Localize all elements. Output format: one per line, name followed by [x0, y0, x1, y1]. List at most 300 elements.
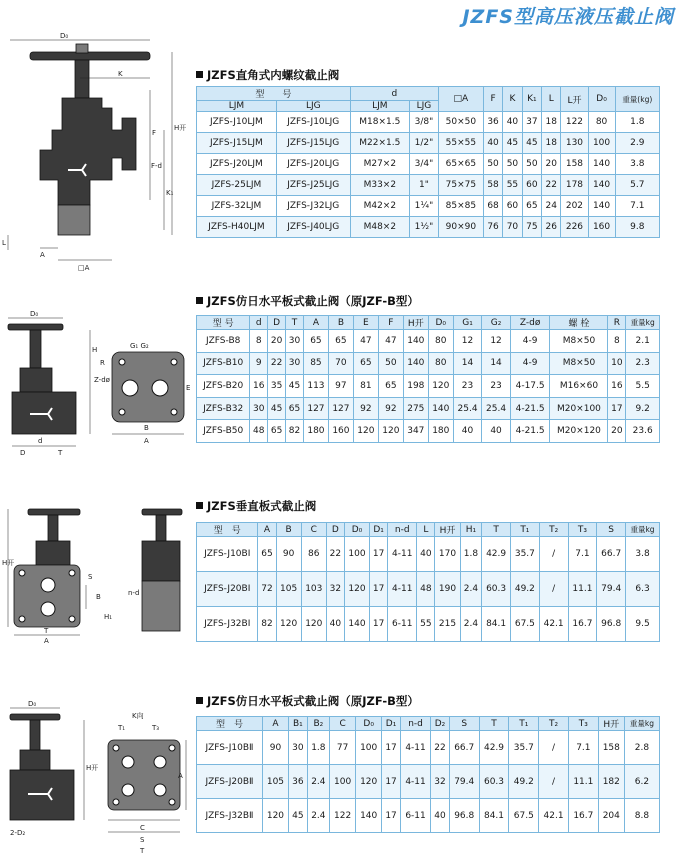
column-header: T — [482, 523, 511, 537]
table-cell: 47 — [353, 330, 378, 353]
table-cell: M8×50 — [550, 330, 608, 353]
table-cell: 6-11 — [388, 607, 417, 642]
table-cell: 49.2 — [509, 765, 539, 799]
table-cell: 105 — [262, 765, 288, 799]
table-horizontal-plate-valve — [196, 315, 660, 443]
header-model: 型 号 — [197, 87, 351, 101]
table-cell: 4-11 — [400, 765, 430, 799]
table-cell: 40 — [326, 607, 344, 642]
table-cell: 16 — [608, 375, 626, 398]
table-cell: 36 — [289, 765, 308, 799]
table-row — [197, 375, 660, 398]
header-d-ljm: LJM — [350, 101, 409, 112]
column-header: D₀ — [344, 523, 369, 537]
table-cell: 17 — [382, 731, 401, 765]
table-cell: 160 — [328, 420, 353, 443]
label-d2: 2-D₂ — [10, 829, 26, 837]
table-cell: 4-21.5 — [510, 397, 550, 420]
column-header: d — [250, 316, 268, 330]
table-cell: 6-11 — [400, 799, 430, 833]
table-cell: 3.8 — [615, 154, 659, 175]
column-header: T — [479, 717, 509, 731]
section1-title: JZFS直角式内螺纹截止阀 — [196, 67, 339, 83]
table-cell: 67.5 — [509, 799, 539, 833]
table-cell: 55 — [417, 607, 435, 642]
table-cell: JZFS-B10 — [197, 352, 250, 375]
column-header: B₁ — [289, 717, 308, 731]
label-r: R — [100, 359, 105, 367]
table-cell: 40 — [431, 799, 450, 833]
table-cell: 2.1 — [626, 330, 660, 353]
table-cell: JZFS-J32LJG — [276, 196, 350, 217]
label-g1g2: G₁ G₂ — [130, 342, 149, 350]
label-hk: H开 — [86, 764, 99, 772]
table-cell: 32 — [326, 572, 344, 607]
table-cell: 77 — [330, 731, 356, 765]
column-header: Z-dø — [510, 316, 550, 330]
header-k: K — [503, 87, 522, 112]
header-f: F — [483, 87, 502, 112]
table-cell: 182 — [598, 765, 624, 799]
table-cell: 17 — [382, 765, 401, 799]
column-header: C — [301, 523, 326, 537]
table-cell: 16.7 — [568, 799, 598, 833]
table-cell: 7.1 — [568, 731, 598, 765]
table-cell: 45 — [289, 799, 308, 833]
section4-title: JZFS仿日水平板式截止阀（原JZF-B型） — [196, 693, 419, 709]
table-cell: 18 — [542, 112, 561, 133]
table-cell: 1¼" — [409, 196, 438, 217]
table-cell: JZFS-J15LJG — [276, 133, 350, 154]
table-cell: 82 — [258, 607, 276, 642]
label-k: K — [118, 70, 123, 78]
table-horizontal-plate-valve-b2 — [196, 716, 660, 833]
table-cell: 60 — [522, 175, 541, 196]
section3-title: JZFS垂直板式截止阀 — [196, 498, 316, 514]
table-cell: 122 — [561, 112, 588, 133]
table-cell: 120 — [301, 607, 326, 642]
table-cell: / — [539, 731, 569, 765]
table-cell: JZFS-B32 — [197, 397, 250, 420]
column-header: 型 号 — [197, 717, 263, 731]
table-cell: 82 — [286, 420, 304, 443]
table-cell: 96.8 — [449, 799, 479, 833]
column-header: A — [262, 717, 288, 731]
table-cell: 140 — [356, 799, 382, 833]
label-t: T — [58, 449, 63, 457]
table-cell: 60.3 — [482, 572, 511, 607]
column-header: D₂ — [431, 717, 450, 731]
table-cell: 50 — [483, 154, 502, 175]
column-header: D — [268, 316, 286, 330]
label-t: T — [140, 847, 145, 855]
hand-wheel-icon — [8, 324, 63, 330]
table-cell: 22 — [542, 175, 561, 196]
table-cell: / — [539, 572, 568, 607]
table-cell: 140 — [403, 352, 428, 375]
table-cell: 120 — [353, 420, 378, 443]
table-row — [197, 133, 660, 154]
table-row — [197, 352, 660, 375]
label-h1: H₁ — [104, 613, 113, 621]
column-header: R — [608, 316, 626, 330]
table-cell: 4-9 — [510, 330, 550, 353]
table-cell: 81 — [353, 375, 378, 398]
table-cell: JZFS-J25LJG — [276, 175, 350, 196]
table-cell: M42×2 — [350, 196, 409, 217]
table-cell: 140 — [403, 330, 428, 353]
table-cell: 140 — [588, 196, 615, 217]
hand-wheel-icon — [30, 44, 150, 60]
table-cell: JZFS-32LJM — [197, 196, 277, 217]
table-cell: 2.8 — [624, 731, 659, 765]
page-title: JZFS型高压液压截止阀 — [462, 6, 674, 28]
label-t3: T₃ — [152, 724, 160, 732]
table-cell: M16×60 — [550, 375, 608, 398]
table-row — [197, 572, 660, 607]
table-cell: 100 — [344, 537, 369, 572]
table-cell: 1.8 — [460, 537, 482, 572]
table-cell: 25.4 — [482, 397, 511, 420]
label-zd: Z-dø — [94, 376, 110, 384]
column-header: D₀ — [428, 316, 453, 330]
table-cell: 4-11 — [400, 731, 430, 765]
table-cell: 226 — [561, 217, 588, 238]
table-right-angle-valve — [196, 86, 660, 238]
table-cell: 100 — [330, 765, 356, 799]
column-header: B — [328, 316, 353, 330]
table-row — [197, 731, 660, 765]
table-cell: 70 — [328, 352, 353, 375]
label-b: B — [144, 424, 149, 432]
table-cell: 158 — [598, 731, 624, 765]
table-cell: 113 — [303, 375, 328, 398]
column-header: H₁ — [460, 523, 482, 537]
table-cell: M20×100 — [550, 397, 608, 420]
table-cell: 105 — [276, 572, 301, 607]
label-h: H — [92, 346, 98, 354]
column-header: n-d — [400, 717, 430, 731]
label-fd: F-d — [151, 162, 162, 170]
table-cell: 16.7 — [568, 607, 597, 642]
column-header: S — [597, 523, 626, 537]
table-cell: 100 — [356, 731, 382, 765]
column-header: 重量kg — [626, 523, 660, 537]
column-header: H开 — [598, 717, 624, 731]
table-cell: 42.1 — [539, 799, 569, 833]
table-cell: 140 — [344, 607, 369, 642]
table-cell: / — [539, 765, 569, 799]
table-cell: 122 — [330, 799, 356, 833]
table-cell: 50 — [503, 154, 522, 175]
table-cell: 20 — [268, 330, 286, 353]
table-cell: JZFS-B8 — [197, 330, 250, 353]
table-cell: 127 — [303, 397, 328, 420]
header-d-ljg: LJG — [409, 101, 438, 112]
label-f: F — [152, 129, 157, 137]
table-cell: 23.6 — [626, 420, 660, 443]
table-cell: 178 — [561, 175, 588, 196]
hand-wheel-icon — [28, 509, 80, 515]
table-cell: 65 — [258, 537, 276, 572]
table-cell: 76 — [483, 217, 502, 238]
table-cell: 17 — [608, 397, 626, 420]
column-header: D₁ — [370, 523, 388, 537]
table-cell: 1" — [409, 175, 438, 196]
table-cell: 100 — [588, 133, 615, 154]
table-cell: 30 — [286, 352, 304, 375]
table-cell: 23 — [482, 375, 511, 398]
table-cell: 190 — [435, 572, 460, 607]
table-cell: 37 — [522, 112, 541, 133]
table-cell: 22 — [326, 537, 344, 572]
column-header: T₃ — [568, 523, 597, 537]
table-body — [197, 731, 660, 833]
table-cell: 35.7 — [509, 731, 539, 765]
label-d0: D₀ — [60, 32, 69, 40]
table-row — [197, 112, 660, 133]
table-cell: 66.7 — [597, 537, 626, 572]
table-cell: 3/4" — [409, 154, 438, 175]
table-cell: 45 — [503, 133, 522, 154]
table-cell: 170 — [435, 537, 460, 572]
table-cell: 65 — [268, 420, 286, 443]
table-cell: 36 — [483, 112, 502, 133]
label-e: E — [186, 384, 190, 392]
table-cell: 45 — [268, 397, 286, 420]
table-cell: 65×65 — [438, 154, 483, 175]
table-cell: 68 — [483, 196, 502, 217]
table-cell: 65 — [353, 352, 378, 375]
column-header: T — [286, 316, 304, 330]
table-row — [197, 420, 660, 443]
table-cell: JZFS-J32BI — [197, 607, 258, 642]
label-b: B — [96, 593, 101, 601]
label-t: T — [44, 627, 49, 635]
table-row — [197, 537, 660, 572]
table-cell: 65 — [328, 330, 353, 353]
table-cell: M8×50 — [550, 352, 608, 375]
table-cell: 32 — [431, 765, 450, 799]
table-cell: 16 — [250, 375, 268, 398]
table-cell: M22×1.5 — [350, 133, 409, 154]
table-cell: 90 — [262, 731, 288, 765]
table-cell: 17 — [370, 607, 388, 642]
table-cell: 47 — [378, 330, 403, 353]
table-cell: 45 — [522, 133, 541, 154]
table-cell: 18 — [542, 133, 561, 154]
column-header: 重量kg — [626, 316, 660, 330]
table-cell: 70 — [503, 217, 522, 238]
table-cell: 90×90 — [438, 217, 483, 238]
column-header: G₁ — [453, 316, 482, 330]
table-cell: 2.4 — [307, 799, 329, 833]
column-header: D₁ — [382, 717, 401, 731]
table-cell: 50 — [378, 352, 403, 375]
table-cell: 42.9 — [482, 537, 511, 572]
table-cell: 8 — [250, 330, 268, 353]
table-cell: 8.8 — [624, 799, 659, 833]
column-header: 型 号 — [197, 316, 250, 330]
table-cell: 65 — [522, 196, 541, 217]
table-cell: 4-11 — [388, 537, 417, 572]
label-a: □A — [78, 264, 90, 272]
column-header: H开 — [435, 523, 460, 537]
table-cell: 72 — [258, 572, 276, 607]
table-cell: 11.1 — [568, 572, 597, 607]
table-cell: 22 — [431, 731, 450, 765]
table-cell: 23 — [453, 375, 482, 398]
valve-drawing-right-angle — [0, 30, 190, 275]
table-cell: 158 — [561, 154, 588, 175]
table-cell: 55×55 — [438, 133, 483, 154]
table-cell: 120 — [276, 607, 301, 642]
table-cell: 40 — [417, 537, 435, 572]
label-s: S — [88, 573, 93, 581]
table-cell: 17 — [382, 799, 401, 833]
table-cell: 5.5 — [626, 375, 660, 398]
table-cell: 86 — [301, 537, 326, 572]
header-a: □A — [438, 87, 483, 112]
table-cell: 14 — [453, 352, 482, 375]
table-cell: 96.8 — [597, 607, 626, 642]
table-cell: 5.7 — [615, 175, 659, 196]
table-cell: 20 — [542, 154, 561, 175]
table-cell: 7.1 — [615, 196, 659, 217]
table-cell: 180 — [303, 420, 328, 443]
table-row — [197, 765, 660, 799]
table-vertical-plate-valve — [196, 522, 660, 642]
table-cell: 120 — [344, 572, 369, 607]
table-cell: 84.1 — [482, 607, 511, 642]
table-cell: 130 — [561, 133, 588, 154]
column-header: B₂ — [307, 717, 329, 731]
table-cell: 12 — [453, 330, 482, 353]
label-s: S — [140, 836, 145, 844]
table-cell: 1.8 — [615, 112, 659, 133]
valve-drawing-horizontal-plate-b2 — [0, 700, 190, 860]
table-cell: 42.9 — [479, 731, 509, 765]
valve-drawing-horizontal-plate — [0, 310, 190, 460]
table-row — [197, 397, 660, 420]
table-cell: 2.4 — [460, 572, 482, 607]
table-cell: 160 — [588, 217, 615, 238]
table-cell: 75 — [522, 217, 541, 238]
table-cell: JZFS-J20LJG — [276, 154, 350, 175]
column-header: L — [417, 523, 435, 537]
column-header: T₃ — [568, 717, 598, 731]
table-cell: 10 — [608, 352, 626, 375]
table-cell: 9.5 — [626, 607, 660, 642]
column-header: T₁ — [509, 717, 539, 731]
column-header: 螺 栓 — [550, 316, 608, 330]
table-cell: 20 — [608, 420, 626, 443]
label-d: d — [38, 437, 43, 445]
table-cell: 92 — [353, 397, 378, 420]
header-ljg: LJG — [276, 101, 350, 112]
label-nd: n-d — [128, 589, 140, 597]
label-d0: D₀ — [28, 700, 37, 708]
label-a-left: A — [40, 251, 45, 259]
table-cell: JZFS-B50 — [197, 420, 250, 443]
column-header: A — [258, 523, 276, 537]
table-cell: 50×50 — [438, 112, 483, 133]
label-k1: K₁ — [166, 189, 174, 197]
header-l: L — [542, 87, 561, 112]
table-cell: 80 — [428, 352, 453, 375]
table-cell: 3.8 — [626, 537, 660, 572]
table-cell: 2.4 — [460, 607, 482, 642]
table-cell: 120 — [262, 799, 288, 833]
table-cell: 40 — [482, 420, 511, 443]
table-cell: 40 — [453, 420, 482, 443]
table-cell: 26 — [542, 217, 561, 238]
table-cell: 1.8 — [307, 731, 329, 765]
table-cell: 35 — [268, 375, 286, 398]
label-dd: D — [20, 449, 26, 457]
table-cell: M18×1.5 — [350, 112, 409, 133]
hand-wheel-icon — [10, 714, 60, 720]
table-cell: 48 — [250, 420, 268, 443]
header-k1: K₁ — [522, 87, 541, 112]
table-cell: 1½" — [409, 217, 438, 238]
table-cell: 215 — [435, 607, 460, 642]
table-cell: 120 — [378, 420, 403, 443]
table-cell: 80 — [428, 330, 453, 353]
table-cell: 90 — [276, 537, 301, 572]
column-header: D — [326, 523, 344, 537]
table-cell: 103 — [301, 572, 326, 607]
table-cell: 3/8" — [409, 112, 438, 133]
table-cell: JZFS-J20LJM — [197, 154, 277, 175]
table-cell: 275 — [403, 397, 428, 420]
table-cell: M27×2 — [350, 154, 409, 175]
table-cell: 48 — [417, 572, 435, 607]
table-cell: 58 — [483, 175, 502, 196]
table-cell: 45 — [286, 375, 304, 398]
table-cell: 25.4 — [453, 397, 482, 420]
table-cell: 2.3 — [626, 352, 660, 375]
table-cell: 67.5 — [510, 607, 539, 642]
table-cell: 7.1 — [568, 537, 597, 572]
table-cell: 24 — [542, 196, 561, 217]
table-cell: JZFS-B20 — [197, 375, 250, 398]
table-cell: 120 — [428, 375, 453, 398]
table-cell: 17 — [370, 572, 388, 607]
header-lk: L开 — [561, 87, 588, 112]
table-cell: 8 — [608, 330, 626, 353]
table-cell: M48×2 — [350, 217, 409, 238]
column-header: n-d — [388, 523, 417, 537]
label-k: K向 — [132, 712, 144, 720]
table-cell: 79.4 — [449, 765, 479, 799]
table-cell: 22 — [268, 352, 286, 375]
table-cell: 60 — [503, 196, 522, 217]
table-cell: JZFS-J10LJM — [197, 112, 277, 133]
label-hk: H开 — [2, 559, 15, 567]
table-body — [197, 537, 660, 642]
table-cell: 60.3 — [479, 765, 509, 799]
column-header: B — [276, 523, 301, 537]
table-cell: 17 — [370, 537, 388, 572]
table-cell: 85 — [303, 352, 328, 375]
table-cell: JZFS-J15LJM — [197, 133, 277, 154]
table-cell: 2.9 — [615, 133, 659, 154]
table-cell: 84.1 — [479, 799, 509, 833]
table-cell: 140 — [428, 397, 453, 420]
column-header: T₂ — [539, 717, 569, 731]
table-cell: 85×85 — [438, 196, 483, 217]
